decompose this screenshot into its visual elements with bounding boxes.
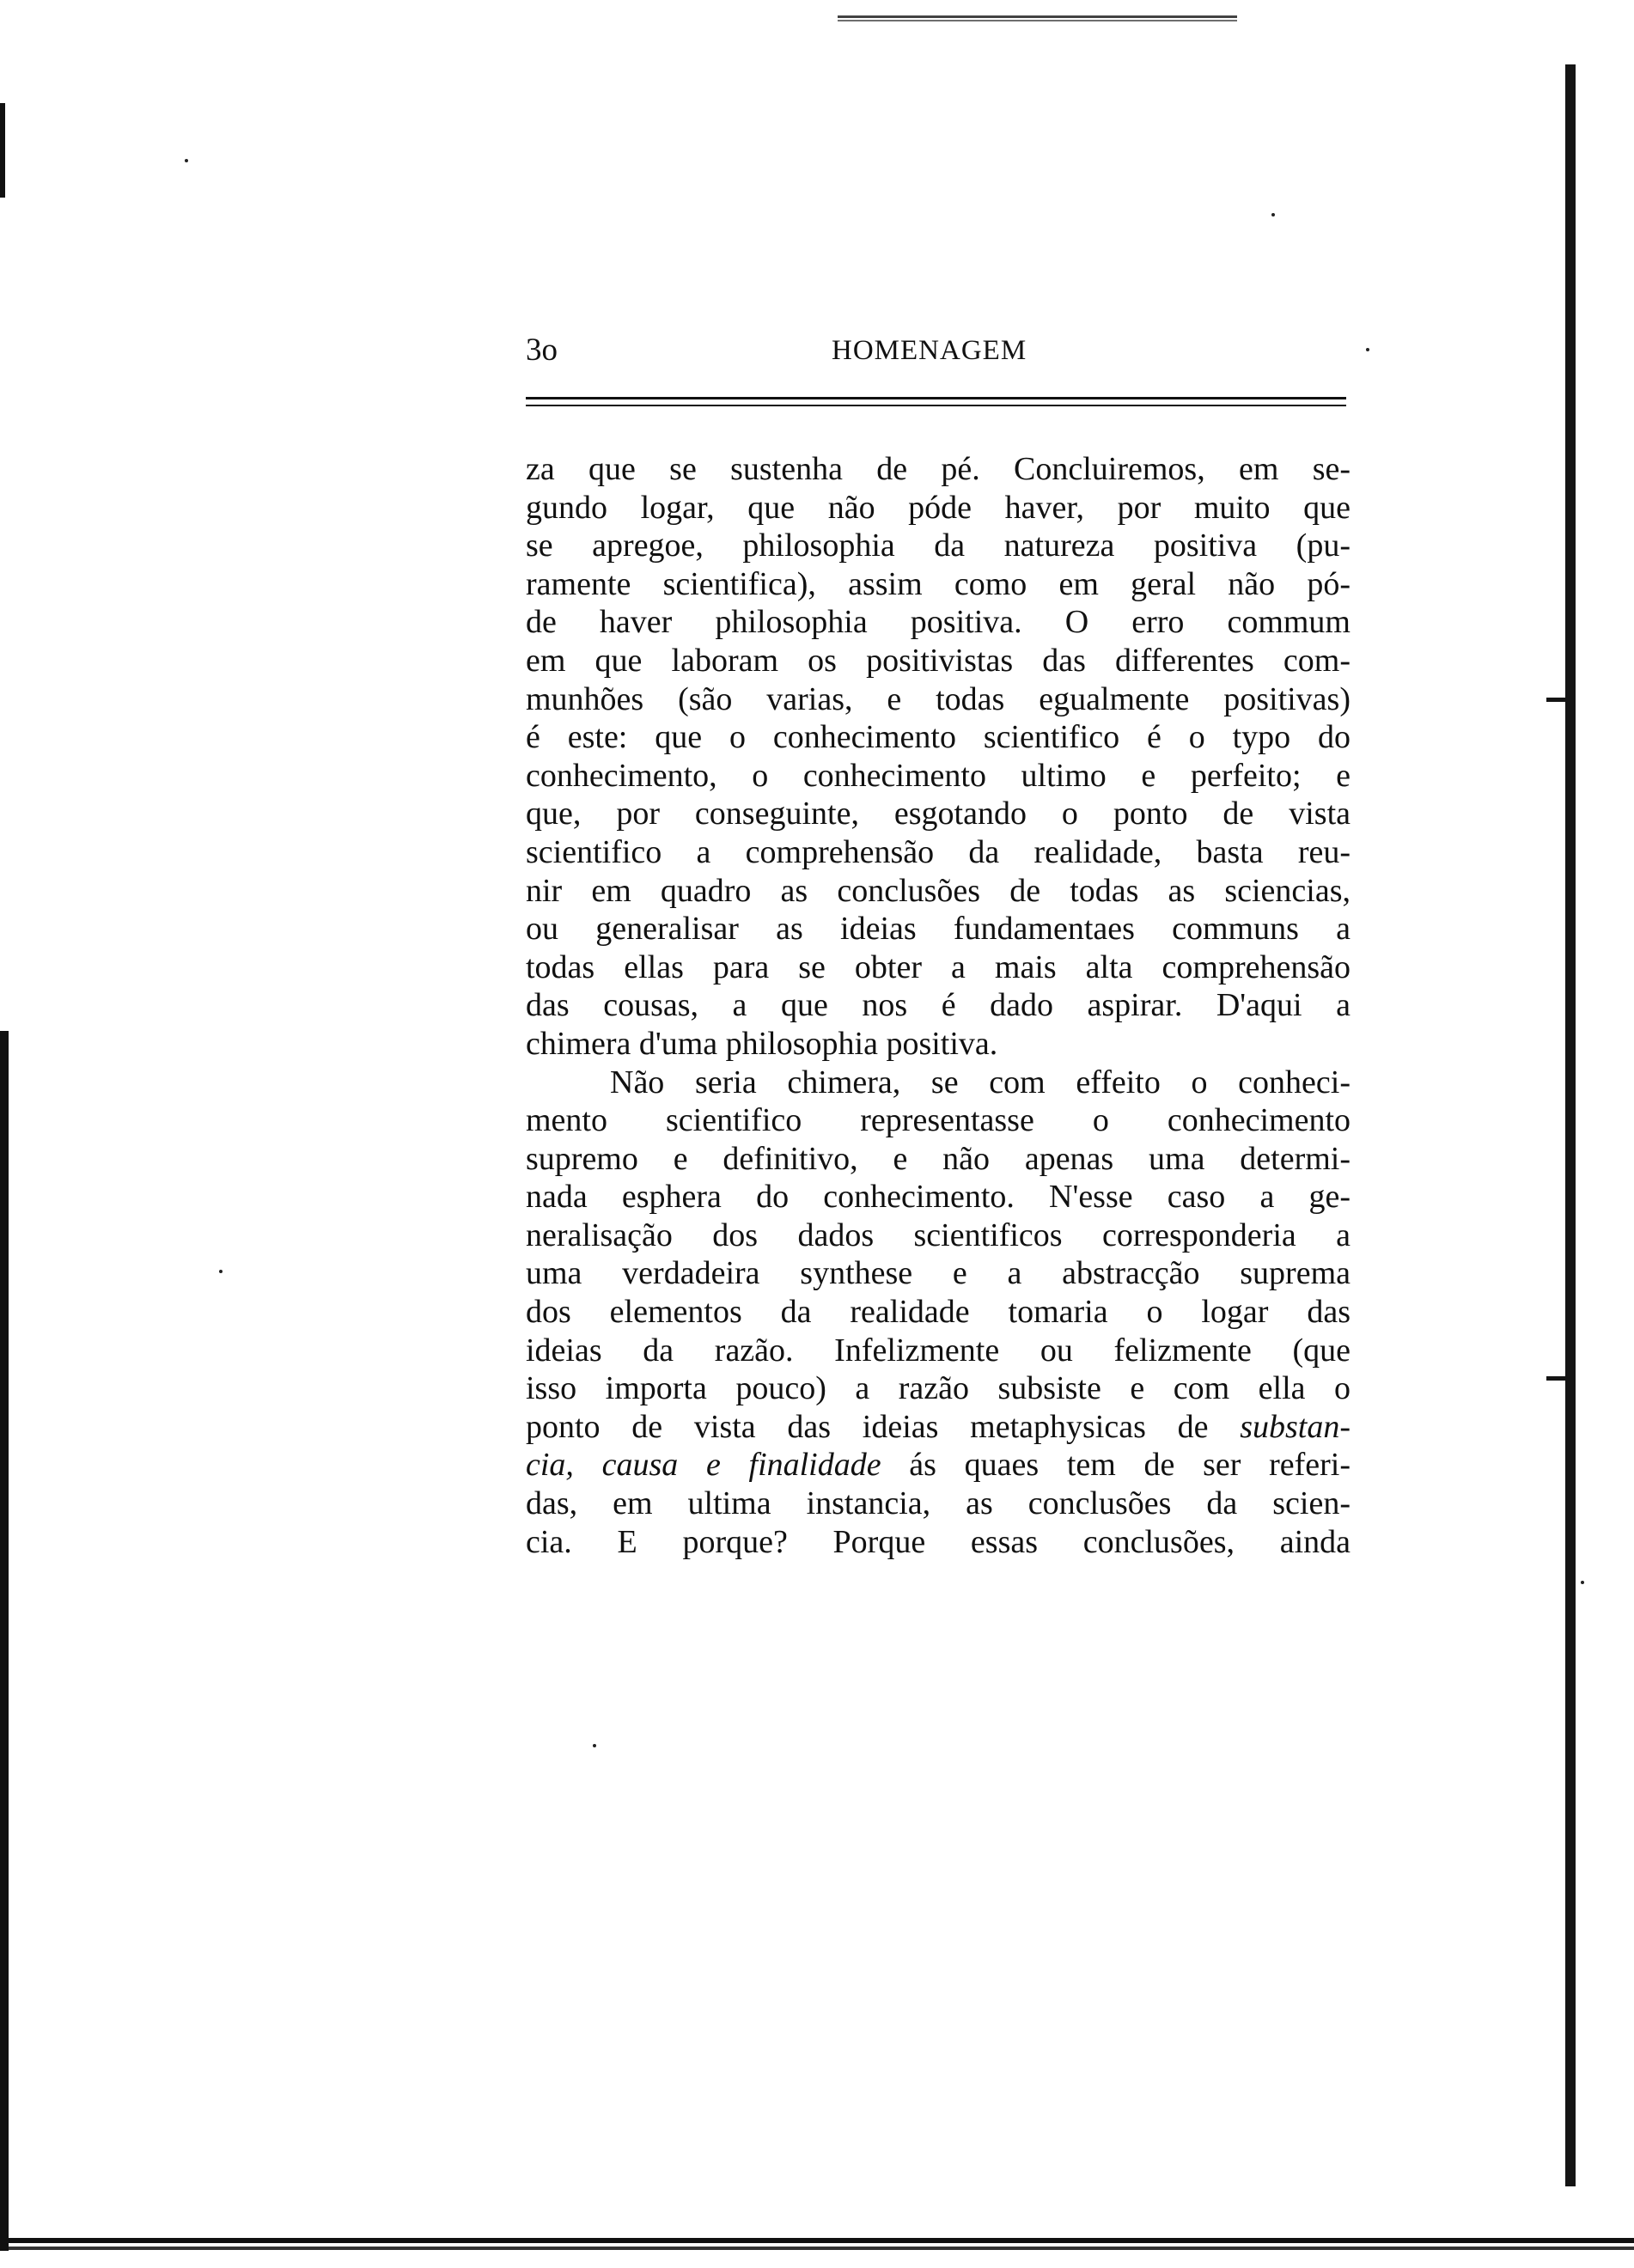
text-line: ramente scientifica), assim como em geral não pó- bbox=[526, 565, 1350, 602]
scan-edge-left bbox=[0, 1031, 12, 2251]
text-line: que, por conseguinte, esgotando o ponto de vista bbox=[526, 796, 1350, 832]
text-line: ou generalisar as ideias fundamentaes communs a bbox=[526, 911, 1350, 948]
text-line bbox=[526, 1408, 1350, 1447]
text-segment: ás quaes tem de ser referi- bbox=[881, 1447, 1350, 1484]
text-segment: ponto de vista das ideias metaphysicas de bbox=[526, 1408, 1241, 1445]
text-line: mento scientifico representasse o conhecimento bbox=[526, 1102, 1350, 1139]
scan-speck bbox=[1581, 1581, 1584, 1584]
italic-term: substan- bbox=[1240, 1408, 1350, 1445]
text-line: conhecimento, o conhecimento ultimo e perfeito; e bbox=[526, 757, 1350, 794]
text-line: ideias da razão. Infelizmente ou felizmente (que bbox=[526, 1332, 1350, 1369]
text-line: scientifico a comprehensão da realidade, basta reu- bbox=[526, 833, 1350, 870]
text-line: de haver philosophia positiva. O erro commum bbox=[526, 604, 1350, 641]
text-line: cia. E porque? Porque essas conclusões, ainda bbox=[526, 1523, 1350, 1560]
text-line: das, em ultima instancia, as conclusões da scien- bbox=[526, 1485, 1350, 1522]
scan-speck bbox=[1271, 213, 1275, 216]
text-block bbox=[526, 450, 1350, 1561]
scan-edge-right-mark bbox=[1546, 698, 1570, 702]
scan-edge-right bbox=[1565, 64, 1576, 2186]
text-line: nada esphera do conhecimento. N'esse caso a ge- bbox=[526, 1179, 1350, 1216]
scan-edge-right-mark bbox=[1546, 1376, 1570, 1381]
header-rule bbox=[526, 397, 1346, 406]
scan-edge-left-mark bbox=[0, 103, 5, 198]
text-line: chimera d'uma philosophia positiva. bbox=[526, 1025, 998, 1062]
text-line: gundo logar, que não póde haver, por muito que bbox=[526, 489, 1350, 526]
text-line: neralisação dos dados scientificos corresponderia a bbox=[526, 1216, 1350, 1253]
text-line: é este: que o conhecimento scientifico é o typo do bbox=[526, 719, 1350, 756]
text-line: munhões (são varias, e todas egualmente positivas) bbox=[526, 680, 1350, 717]
text-line: nir em quadro as conclusões de todas as sciencias, bbox=[526, 872, 1350, 909]
scan-speck bbox=[1366, 348, 1369, 351]
scan-edge-top bbox=[838, 15, 1237, 22]
scan-edge-bottom bbox=[0, 2212, 1634, 2268]
text-line: se apregoe, philosophia da natureza positiva (pu- bbox=[526, 527, 1350, 564]
text-line: em que laboram os positivistas das differentes com- bbox=[526, 642, 1350, 679]
text-line: isso importa pouco) a razão subsiste e com ella o bbox=[526, 1370, 1350, 1407]
scan-speck bbox=[593, 1744, 596, 1747]
italic-term: cia, causa e finalidade bbox=[526, 1447, 881, 1484]
text-line: todas ellas para se obter a mais alta comprehensão bbox=[526, 948, 1350, 985]
text-line: dos elementos da realidade tomaria o logar das bbox=[526, 1294, 1350, 1331]
text-line: uma verdadeira synthese e a abstracção suprema bbox=[526, 1255, 1350, 1292]
scan-speck bbox=[185, 159, 188, 162]
running-head: HOMENAGEM bbox=[832, 335, 1027, 366]
text-line bbox=[526, 1446, 1350, 1485]
text-line: supremo e definitivo, e não apenas uma determi- bbox=[526, 1140, 1350, 1177]
text-line: za que se sustenha de pé. Concluiremos, em se- bbox=[526, 451, 1350, 487]
text-line: Não seria chimera, se com effeito o conheci- bbox=[610, 1064, 1350, 1100]
page-number: 3o bbox=[526, 332, 558, 368]
scan-speck bbox=[219, 1270, 223, 1273]
text-line: das cousas, a que nos é dado aspirar. D'aqui a bbox=[526, 987, 1350, 1024]
